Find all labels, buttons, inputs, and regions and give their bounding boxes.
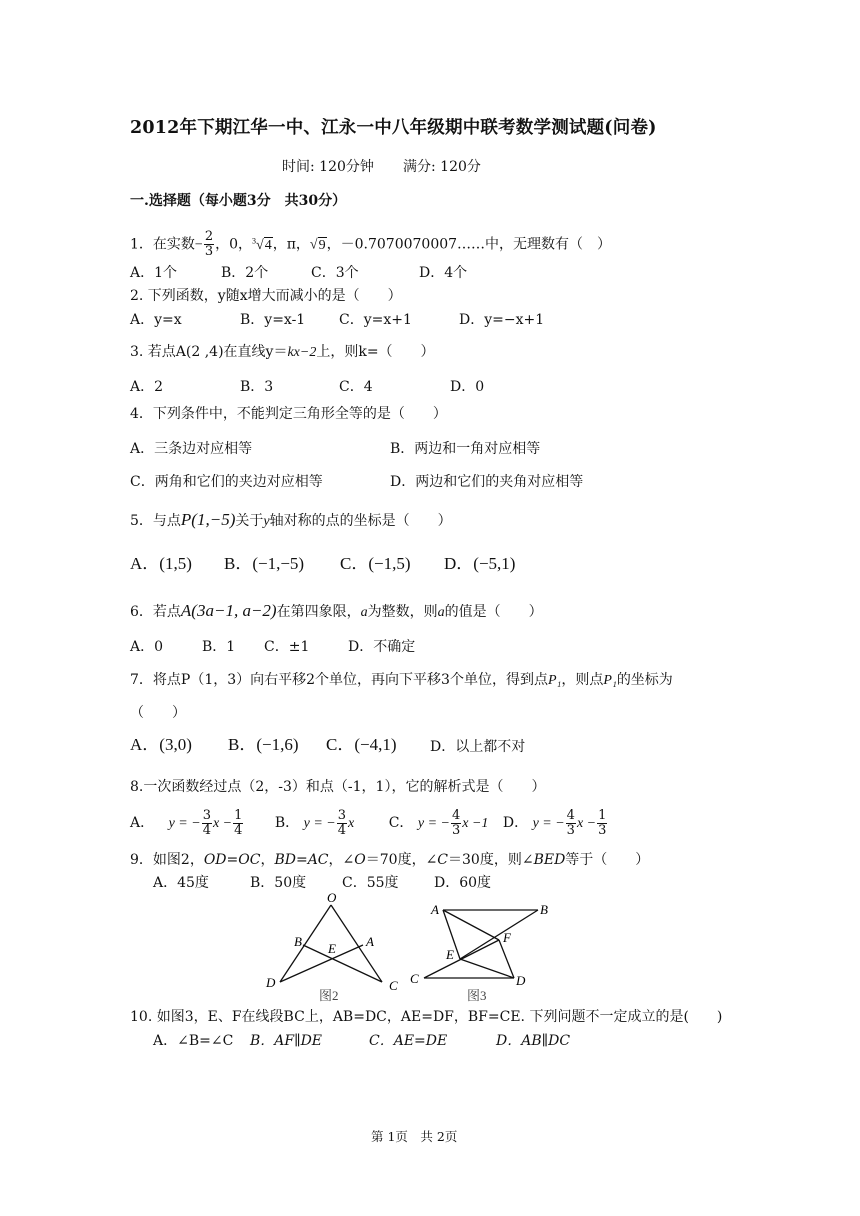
question-10-stem: 10. 如图3，E、F在线段BC上，AB=DC，AE=DF，BF=CE. 下列问题不一定成立的是( ) (130, 1009, 723, 1025)
q10-option-d: D．AB∥DC (496, 1033, 571, 1049)
q6-text-a: 6．若点 (130, 604, 181, 620)
q3-option-d: D．0 (450, 379, 485, 395)
q9-text-a: 9．如图2， (130, 852, 204, 868)
q6-text-b: 在第四象限， (276, 604, 361, 620)
q6-option-a: A．0 (130, 639, 164, 655)
q1-text-b: ，0， (215, 236, 253, 253)
sqrt-9: √9 (309, 237, 326, 253)
page-title: 2012年下期江华一中、江永一中八年级期中联考数学测试题(问卷) (130, 118, 657, 138)
q7-option-b: B．(−1,6) (228, 735, 299, 754)
fig3-label-c: C (410, 971, 419, 986)
q9-c1: ， (260, 852, 275, 868)
q9-c5: 等于（ ） (565, 852, 650, 868)
q9-option-d: D．60度 (434, 875, 492, 891)
q9-c4: ＝30度，则∠ (448, 852, 534, 868)
q7-option-a: A．(3,0) (130, 735, 192, 754)
section-heading: 一.选择题（每小题3分 共30分） (130, 193, 347, 209)
q2-option-d: D．y=−x+1 (459, 312, 545, 328)
fig3-label-f: F (503, 930, 511, 945)
q4-option-c: C．两角和它们的夹边对应相等 (130, 474, 323, 490)
q3-option-c: C．4 (339, 379, 373, 395)
q2-option-c: C．y=x+1 (339, 312, 412, 328)
question-7-stem (130, 670, 673, 691)
q7-text-b: ，则点 (561, 672, 604, 688)
q7-p1: P₁ (547, 673, 562, 688)
question-9-stem (130, 851, 649, 869)
q3-text-b: 上，则k=（ ） (316, 344, 435, 360)
fig3-label-d: D (516, 973, 526, 988)
q3-option-a: A．2 (130, 379, 164, 395)
q4-option-a: A．三条边对应相等 (130, 441, 253, 457)
fig2-label-c: C (389, 978, 398, 993)
q6-point: A(3a−1, a−2) (180, 601, 277, 620)
q9-bed: BED (533, 852, 566, 868)
full-score: 满分: 120分 (403, 159, 481, 175)
question-5-stem (130, 509, 452, 533)
q6-a-2: a (437, 605, 445, 620)
q4-option-d: D．两边和它们的夹角对应相等 (390, 474, 584, 490)
fig2-label-d: D (266, 975, 276, 990)
q9-c: C (437, 852, 449, 868)
q10-option-c: C．AE=DE (369, 1033, 448, 1049)
q5-text-a: 5．与点 (130, 513, 181, 529)
q1-text-d: ，－0.7070070007……中，无理数有（ ） (326, 236, 612, 253)
q7-text-c: 的坐标为 (616, 672, 673, 688)
q6-a: a (360, 605, 368, 620)
q2-option-a: A．y=x (130, 312, 182, 328)
q3-text-a: 3. 若点A(2 ,4)在直线y＝ (130, 344, 288, 360)
q6-option-c: C．±1 (264, 639, 310, 655)
q5-option-a: A．(1,5) (130, 554, 192, 573)
q2-option-b: B．y=x-1 (240, 312, 306, 328)
q1-option-c: C．3个 (311, 265, 359, 281)
q9-bd: BD=AC (274, 852, 329, 868)
q8-option-c-label: C． (388, 815, 414, 831)
q9-option-a: A．45度 (153, 875, 209, 891)
q3-expr: kx−2 (287, 345, 317, 360)
q5-option-c: C．(−1,5) (340, 554, 411, 573)
q5-y: y (263, 514, 270, 529)
q8-option-b-label: B． (274, 815, 300, 831)
q9-c2: ，∠ (328, 852, 355, 868)
q1-text-a: 1．在实数 (130, 236, 195, 253)
q5-text-b: 关于 (235, 513, 264, 529)
fig3-label-b: B (540, 902, 548, 917)
q6-option-d: D．不确定 (348, 639, 416, 655)
fig2-label-b: B (294, 934, 302, 949)
q4-option-b: B．两边和一角对应相等 (390, 441, 541, 457)
fraction-2-3: $\frac{2}{3}$ (204, 229, 214, 260)
question-8-stem: 8.一次函数经过点（2，-3）和点（-1，1），它的解析式是（ ） (130, 779, 546, 795)
fig3-label-a: A (431, 902, 439, 917)
q10-option-b: B．AF∥DE (250, 1033, 323, 1049)
question-4-stem: 4．下列条件中，不能判定三角形全等的是（ ） (130, 406, 447, 422)
q6-text-c: 为整数，则 (367, 604, 438, 620)
q3-option-b: B．3 (240, 379, 274, 395)
q7-stem-tail: （ ） (130, 705, 186, 721)
q7-text-a: 7．将点P（1，3）向右平移2个单位，再向下平移3个单位，得到点 (130, 672, 548, 688)
page-footer: 第 1页 共 2页 (371, 1129, 458, 1144)
q10-option-a: A．∠B=∠C (153, 1033, 234, 1049)
q6-option-b: B．1 (202, 639, 236, 655)
q7-option-c: C．(−4,1) (326, 735, 397, 754)
fig2-label-e: E (328, 941, 336, 956)
q1-option-a: A．1个 (130, 265, 178, 281)
q9-od: OD=OC (203, 852, 261, 868)
question-2-stem: 2. 下列函数，y随x增大而减小的是（ ） (130, 288, 402, 304)
figure-2-lines (280, 905, 382, 982)
q8-options: A． y = − $\frac{3}{4}$ x − $\frac{1}{4}$ B． y = − $\frac{3}{4}$ x C． y = − $\frac{4}{3}$ x −1 D． y = − $\frac{4}{3}$ x − $\frac{1}{3}$ (130, 807, 607, 838)
q6-text-d: 的值是（ ） (444, 604, 543, 620)
q7-option-d: D．以上都不对 (430, 739, 526, 755)
q5-text-c: 轴对称的点的坐标是（ ） (269, 513, 452, 529)
q5-point: P(1,−5) (180, 510, 236, 529)
q1-option-b: B．2个 (221, 265, 269, 281)
q8-option-d-label: D． (502, 815, 529, 831)
cube-root-4: $^3$√4 (252, 236, 272, 253)
q9-option-b: B．50度 (250, 875, 307, 891)
q1-text-c: ，π， (272, 236, 310, 253)
figure-3-lines (424, 910, 538, 978)
time-limit: 时间: 120分钟 (282, 159, 374, 175)
question-6-stem (130, 600, 543, 624)
q8-option-a-label: A． (130, 815, 155, 831)
fig2-caption: 图2 (319, 988, 339, 1003)
q1-option-d: D．4个 (419, 265, 468, 281)
q5-option-d: D．(−5,1) (444, 554, 516, 573)
q9-option-c: C．55度 (342, 875, 399, 891)
q9-o: O (354, 852, 366, 868)
fig2-label-o: O (327, 890, 337, 905)
question-3-stem (130, 343, 435, 362)
fig3-label-e: E (446, 947, 454, 962)
q5-option-b: B．(−1,−5) (224, 554, 305, 573)
q7-p1-2: P₁ (603, 673, 617, 688)
question-1-stem: 1．在实数− $\frac{2}{3}$ ，0，$^3$√4，π，√9，－0.7070070007……中，无理数有（ ） (130, 229, 612, 260)
q9-c3: ＝70度，∠ (365, 852, 438, 868)
fig3-caption: 图3 (467, 988, 487, 1003)
fig2-label-a: A (366, 934, 374, 949)
